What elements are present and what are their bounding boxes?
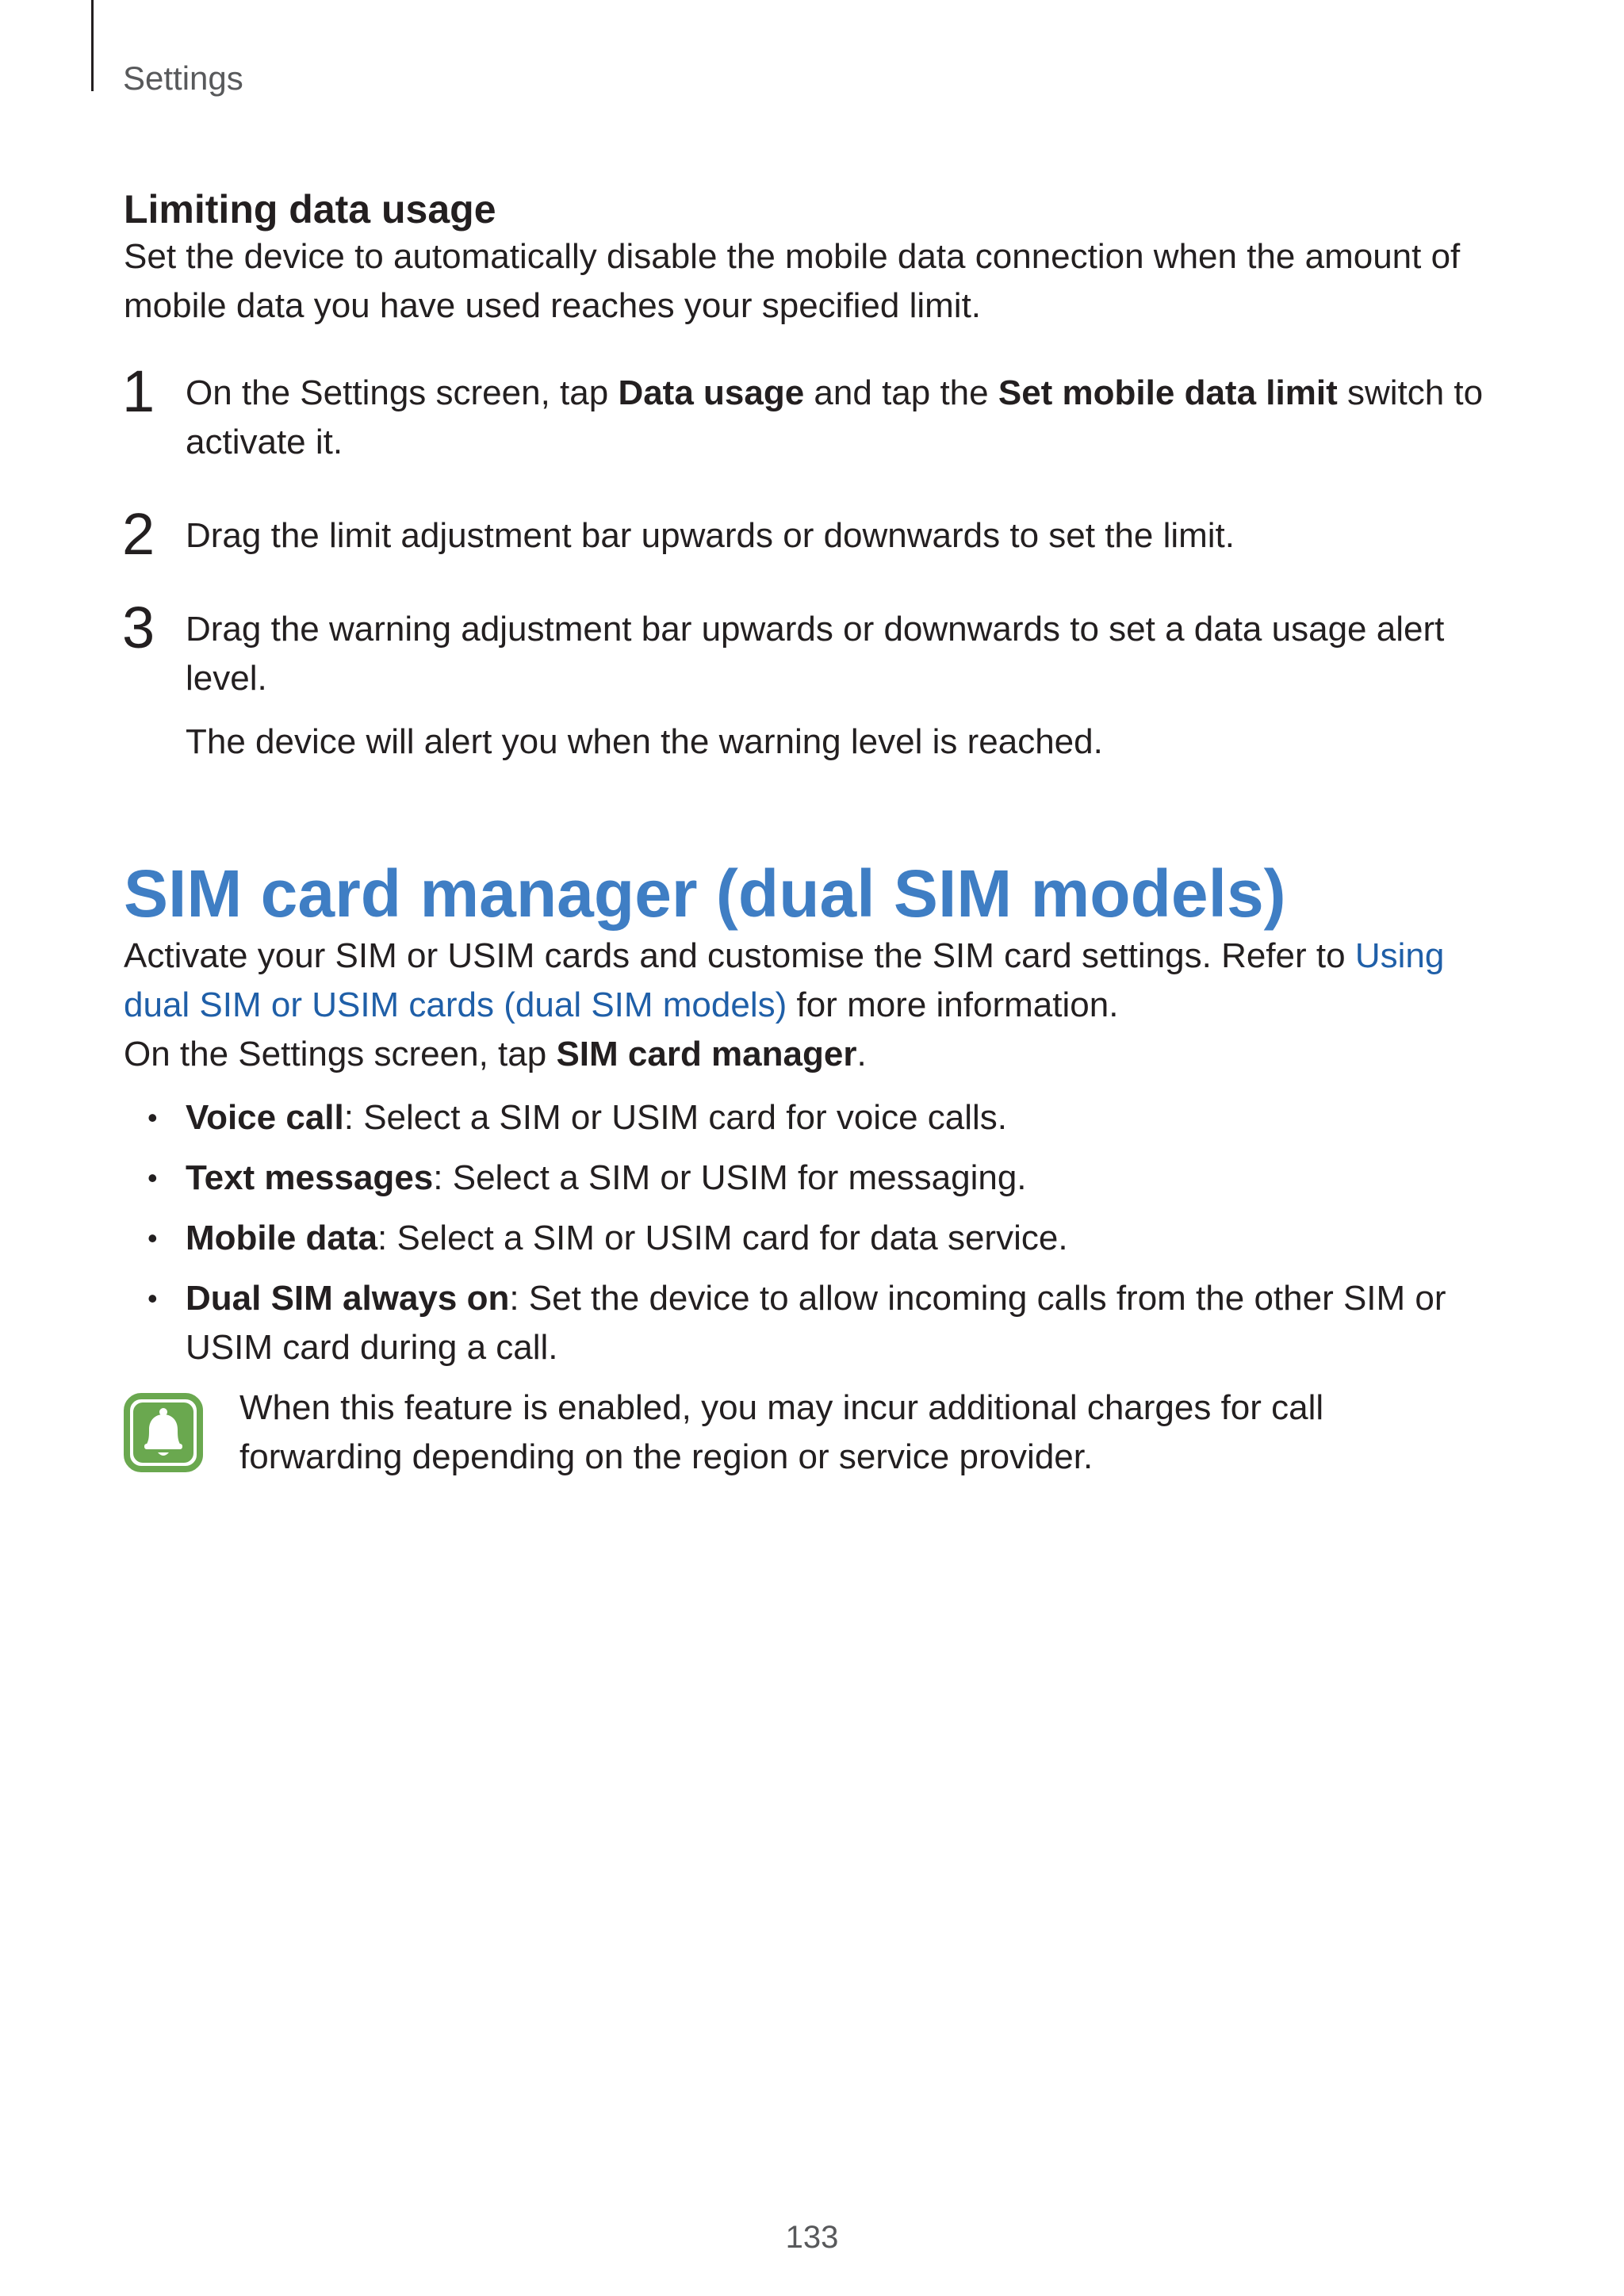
step-number: 2: [122, 501, 155, 567]
sim-options-list: [124, 1093, 1488, 1372]
step-text: On the Settings screen, tap: [186, 373, 619, 412]
note-text: When this feature is enabled, you may incur additional charges for call forwarding depending on the region or service provider.: [239, 1388, 1324, 1476]
list-item: [147, 1093, 1488, 1142]
step-text: Drag the warning adjustment bar upwards or downwards to set a data usage alert level.: [186, 610, 1445, 698]
step-1: [122, 358, 1488, 467]
sim-tap-instruction: [124, 1030, 1488, 1079]
step-number: 1: [122, 358, 155, 424]
sim-heading: SIM card manager (dual SIM models): [124, 856, 1286, 931]
note-box: [124, 1383, 1488, 1482]
limiting-heading: Limiting data usage: [124, 187, 496, 232]
page-content: [124, 186, 1488, 1482]
page-number: 133: [785, 2220, 839, 2255]
sim-intro: [124, 932, 1488, 1030]
list-item: [147, 1214, 1488, 1263]
notification-bell-icon: [124, 1393, 203, 1472]
list-item: [147, 1274, 1488, 1372]
bullet-icon: •: [147, 1101, 158, 1134]
step-text: switch to activate it.: [186, 373, 1484, 461]
option-term: Dual SIM always on: [186, 1279, 510, 1318]
tap-text: .: [856, 1035, 867, 1073]
step-text: Drag the limit adjustment bar upwards or downwards to set the limit.: [186, 516, 1235, 555]
option-desc: : Select a SIM or USIM card for data service.: [377, 1219, 1068, 1257]
ui-term-sim-card-manager: SIM card manager: [556, 1035, 857, 1073]
limiting-intro: Set the device to automatically disable the mobile data connection when the amount of mobile data you have used reaches your specified limit.: [124, 237, 1461, 325]
ui-term-set-mobile-data-limit: Set mobile data limit: [998, 373, 1338, 412]
option-desc: : Select a SIM or USIM card for voice calls.: [343, 1098, 1008, 1137]
header-rule: [91, 0, 94, 91]
section-label: Settings: [123, 59, 243, 97]
sim-intro-text: for more information.: [787, 985, 1119, 1024]
option-term: Text messages: [186, 1158, 434, 1197]
bullet-icon: •: [147, 1222, 158, 1254]
step-3-note: The device will alert you when the warning level is reached.: [186, 722, 1103, 761]
step-number: 3: [122, 595, 155, 660]
option-term: Voice call: [186, 1098, 344, 1137]
option-desc: : Set the device to allow incoming calls from the other SIM or USIM card during a call.: [186, 1279, 1446, 1367]
step-text: and tap the: [804, 373, 998, 412]
tap-text: On the Settings screen, tap: [124, 1035, 557, 1073]
step-3: [122, 595, 1488, 703]
list-item: [147, 1154, 1488, 1203]
ui-term-data-usage: Data usage: [618, 373, 805, 412]
option-desc: : Select a SIM or USIM for messaging.: [433, 1158, 1027, 1197]
cross-reference-link[interactable]: Using dual SIM or USIM cards (dual SIM models): [124, 936, 1445, 1024]
sim-intro-text: Activate your SIM or USIM cards and customise the SIM card settings. Refer to: [124, 936, 1355, 975]
step-2: [122, 501, 1488, 567]
option-term: Mobile data: [186, 1219, 378, 1257]
bullet-icon: •: [147, 1161, 158, 1194]
bullet-icon: •: [147, 1282, 158, 1314]
